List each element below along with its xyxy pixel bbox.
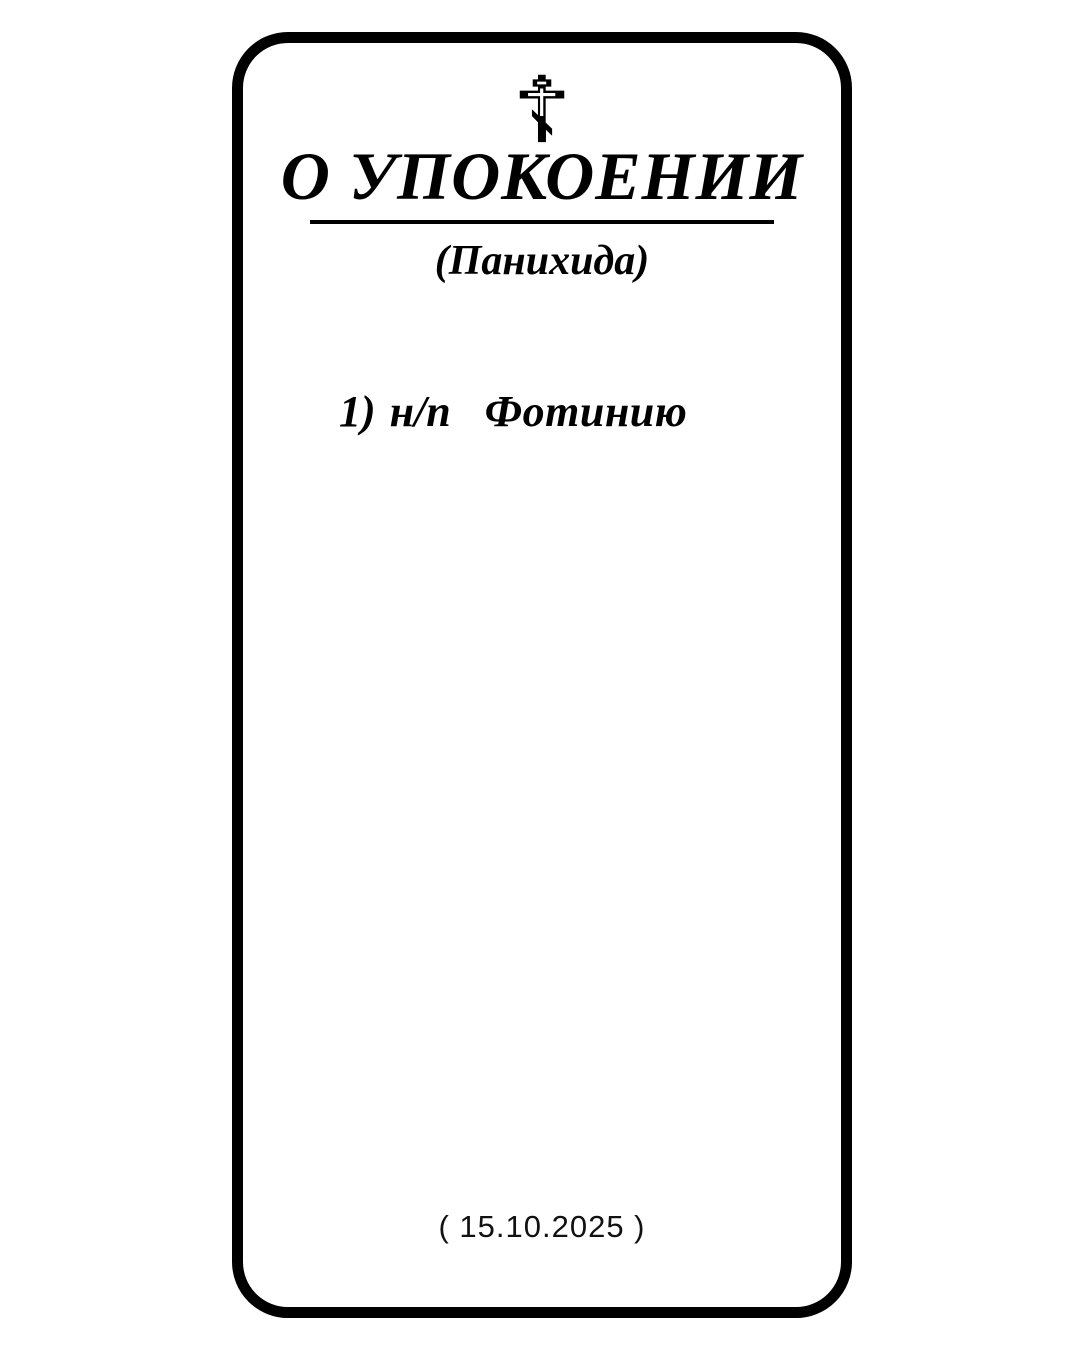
date-footer: ( 15.10.2025 ) [438,1209,646,1244]
note-card-inner [243,43,841,1307]
list-item-prefix: н/п [389,387,451,436]
commemoration-note-card [232,32,852,1318]
title-underline-divider [310,220,774,224]
title-block [243,138,841,285]
orthodox-cross-icon: ☦ [512,60,572,162]
page-subtitle: (Панихида) [434,238,650,285]
names-list [339,383,801,440]
list-item-name: Фотинию [484,387,688,436]
list-item-index: 1) [339,387,376,436]
list-item [339,383,801,440]
page-title: О УПОКОЕНИИ [280,138,804,214]
